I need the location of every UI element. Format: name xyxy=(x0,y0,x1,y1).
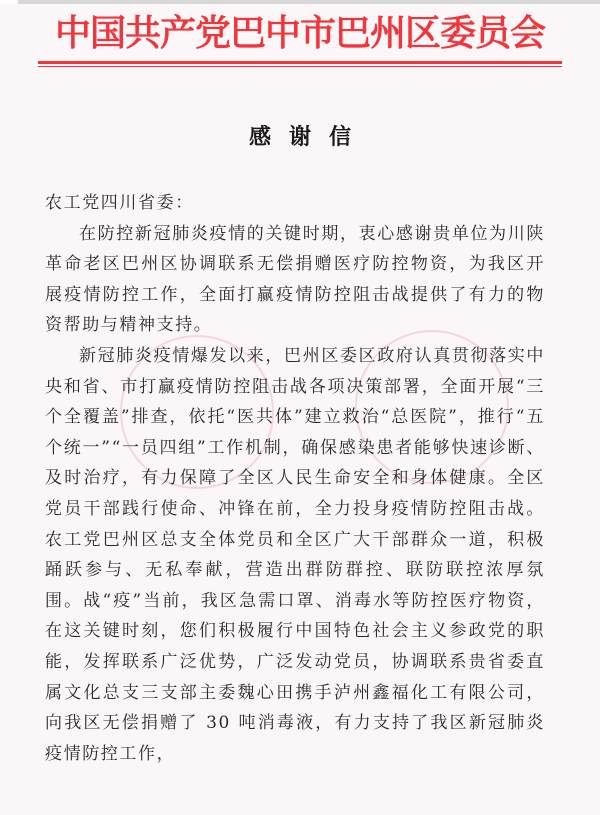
letterhead-rule-thin xyxy=(38,66,562,67)
top-border-gap xyxy=(0,0,18,4)
top-border xyxy=(18,0,600,4)
letterhead-organization: 中国共产党巴中市巴州区委员会 xyxy=(54,13,545,54)
letter-body xyxy=(45,188,545,769)
document-title: 感谢信 xyxy=(248,125,369,150)
paragraph: 在防控新冠肺炎疫情的关键时期，衷心感谢贵单位为川陕革命老区巴州区协调联系无偿捐赠医疗防控物资，为我区开展疫情防控工作，全面打赢疫情防控阻击战提供了有力的物资帮助与精神支持。 xyxy=(45,223,545,336)
salutation: 农工党四川省委： xyxy=(45,193,194,213)
letterhead-rule-thick xyxy=(38,61,562,64)
paragraph: 新冠肺炎疫情爆发以来，巴州区委区政府认真贯彻落实中央和省、市打赢疫情防控阻击战各项决策部署，全面开展“三个全覆盖”排查，依托“医共体”建立救治“总医院”，推行“五个统一”“一员四组”工作机制，确保感染患者能够快速诊断、及时治疗，有力保障了全区人民生命安全和身体健康。全区党员干部践行使命、冲锋在前，全力投身疫情防控阻击战。农工党巴州区总支全体党员和全区广大干部群众一道，积极踊跃参与、无私奉献，营造出群防群控、联防联控浓厚氛围。战“疫”当前，我区急需口罩、消毒水等防控医疗物资，在这关键时刻，您们积极履行中国特色社会主义参政党的职能，发挥联系广泛优势，广泛发动党员，协调联系贵省委直属文化总支三支部主委魏心田携手泸州鑫福化工有限公司，向我区无偿捐赠了 30 吨消毒液，有力支持了我区新冠肺炎疫情防控工作， xyxy=(45,345,545,764)
